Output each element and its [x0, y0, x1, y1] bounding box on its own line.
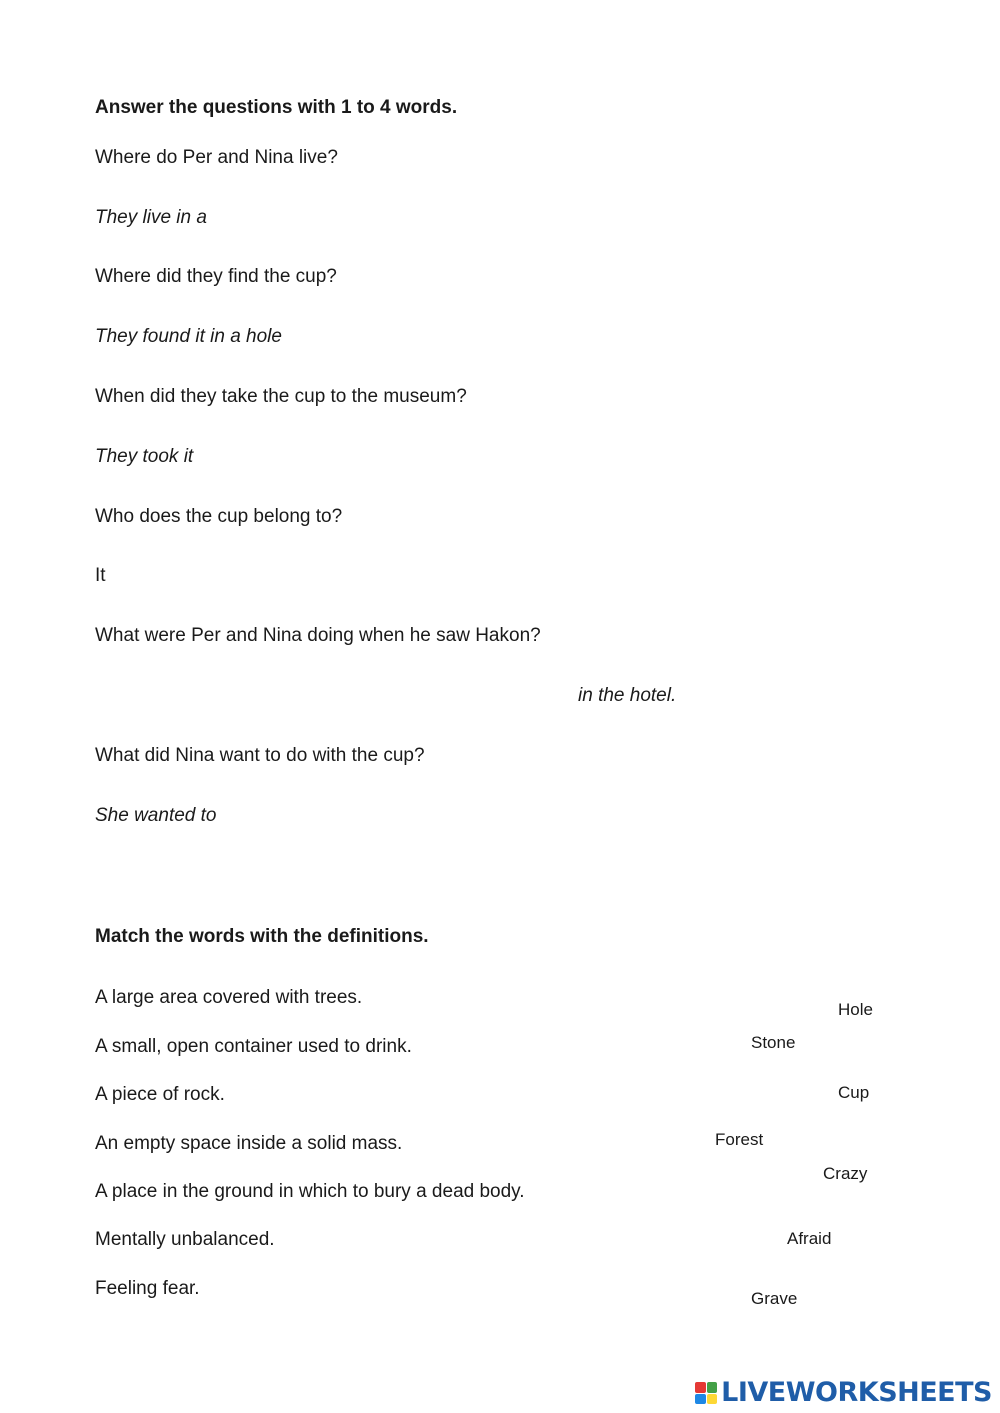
question-3: When did they take the cup to the museum?: [95, 386, 467, 407]
answer-2: They found it in a hole: [95, 326, 282, 347]
question-6: What did Nina want to do with the cup?: [95, 745, 425, 766]
answer-4: It: [95, 565, 106, 586]
definition-2: A small, open container used to drink.: [95, 1036, 412, 1057]
match-word-afraid[interactable]: Afraid: [787, 1229, 832, 1248]
definition-7: Feeling fear.: [95, 1278, 200, 1299]
definition-6: Mentally unbalanced.: [95, 1229, 275, 1250]
definition-5: A place in the ground in which to bury a dead body.: [95, 1181, 525, 1202]
question-4: Who does the cup belong to?: [95, 506, 343, 527]
brand-name: LIVEWORKSHEETS: [721, 1377, 992, 1408]
definition-4: An empty space inside a solid mass.: [95, 1133, 403, 1154]
match-word-hole[interactable]: Hole: [838, 1000, 873, 1019]
brand-footer: [695, 1378, 992, 1408]
section1-heading: Answer the questions with 1 to 4 words.: [95, 97, 458, 118]
answer-3: They took it: [95, 446, 194, 467]
answer-5: in the hotel.: [578, 685, 677, 706]
liveworksheets-logo-icon: [695, 1382, 717, 1404]
question-2: Where did they find the cup?: [95, 266, 337, 287]
definition-1: A large area covered with trees.: [95, 987, 363, 1008]
definition-3: A piece of rock.: [95, 1084, 225, 1105]
match-word-grave[interactable]: Grave: [751, 1289, 798, 1308]
match-word-stone[interactable]: Stone: [751, 1033, 796, 1052]
answer-1: They live in a: [95, 207, 207, 228]
match-word-crazy[interactable]: Crazy: [823, 1164, 868, 1183]
match-word-cup[interactable]: Cup: [838, 1083, 870, 1102]
match-word-forest[interactable]: Forest: [715, 1130, 764, 1149]
section2-heading: Match the words with the definitions.: [95, 926, 429, 947]
question-1: Where do Per and Nina live?: [95, 147, 338, 168]
answer-6: She wanted to: [95, 805, 217, 826]
question-5: What were Per and Nina doing when he saw Hakon?: [95, 625, 541, 646]
